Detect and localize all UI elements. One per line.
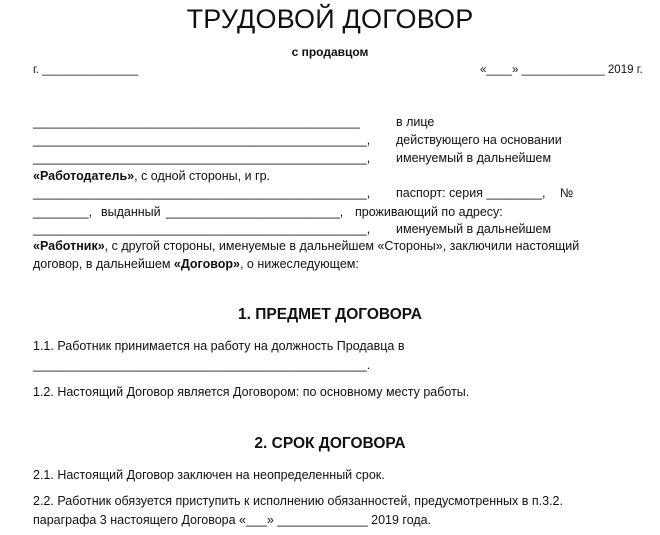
blank-line-2: ________________________________________________, — [33, 133, 371, 147]
contract-term: «Договор» — [173, 257, 240, 271]
blank-line-6b: _________________________, — [166, 205, 344, 219]
blank-line-1: _______________________________________________ — [33, 115, 360, 129]
clause-2-1: 2.1. Настоящий Договор заключен на неопределенный срок. — [33, 468, 385, 482]
label-address: проживающий по адресу: — [355, 205, 503, 219]
document-subtitle: с продавцом — [291, 45, 369, 59]
label-hereinafter-2: именуемый в дальнейшем — [396, 222, 552, 236]
blank-line-3: ________________________________________________, — [33, 151, 371, 165]
label-passport: паспорт: серия ________, — [396, 186, 546, 200]
worker-line — [33, 239, 579, 253]
section-2-heading: 2. СРОК ДОГОВОРА — [254, 435, 406, 452]
clause-2-2-cont: параграфа 3 настоящего Договора «___» _____________ 2019 года. — [33, 513, 432, 527]
blank-line-7: ________________________________________________, — [33, 222, 371, 236]
label-acting-basis: действующего на основании — [396, 133, 562, 147]
document-title: ТРУДОВОЙ ДОГОВОР — [186, 4, 474, 34]
employer-term: «Работодатель» — [33, 169, 135, 183]
label-hereinafter-1: именуемый в дальнейшем — [396, 151, 552, 165]
blank-line-6a: ________, — [33, 205, 93, 219]
worker-term: «Работник» — [33, 239, 105, 253]
section-1-heading: 1. ПРЕДМЕТ ДОГОВОРА — [238, 306, 422, 323]
label-issued: выданный — [101, 205, 161, 219]
contract-line — [33, 257, 359, 271]
clause-2-2: 2.2. Работник обязуется приступить к исполнению обязанностей, предусмотренных в п.3.2. — [33, 494, 563, 508]
label-number: № — [560, 186, 574, 200]
worker-rest: , с другой стороны, именуемые в дальнейшем «Стороны», заключили настоящий — [104, 239, 580, 253]
blank-line-5: ________________________________________________, — [33, 186, 371, 200]
contract-start: договор, в дальнейшем — [33, 257, 174, 271]
employer-rest: , с одной стороны, и гр. — [134, 169, 271, 183]
date-field: «____» _____________ 2019 г. — [480, 64, 643, 76]
clause-1-2: 1.2. Настоящий Договор является Договором: по основному месту работы. — [33, 385, 470, 399]
clause-1-1-blank: ________________________________________________. — [33, 358, 371, 372]
employer-line — [33, 169, 270, 183]
label-in-person: в лице — [396, 115, 435, 129]
city-field: г. _______________ — [33, 64, 139, 76]
contract-end: , о нижеследующем: — [239, 257, 359, 271]
clause-1-1: 1.1. Работник принимается на работу на должность Продавца в — [33, 339, 405, 353]
